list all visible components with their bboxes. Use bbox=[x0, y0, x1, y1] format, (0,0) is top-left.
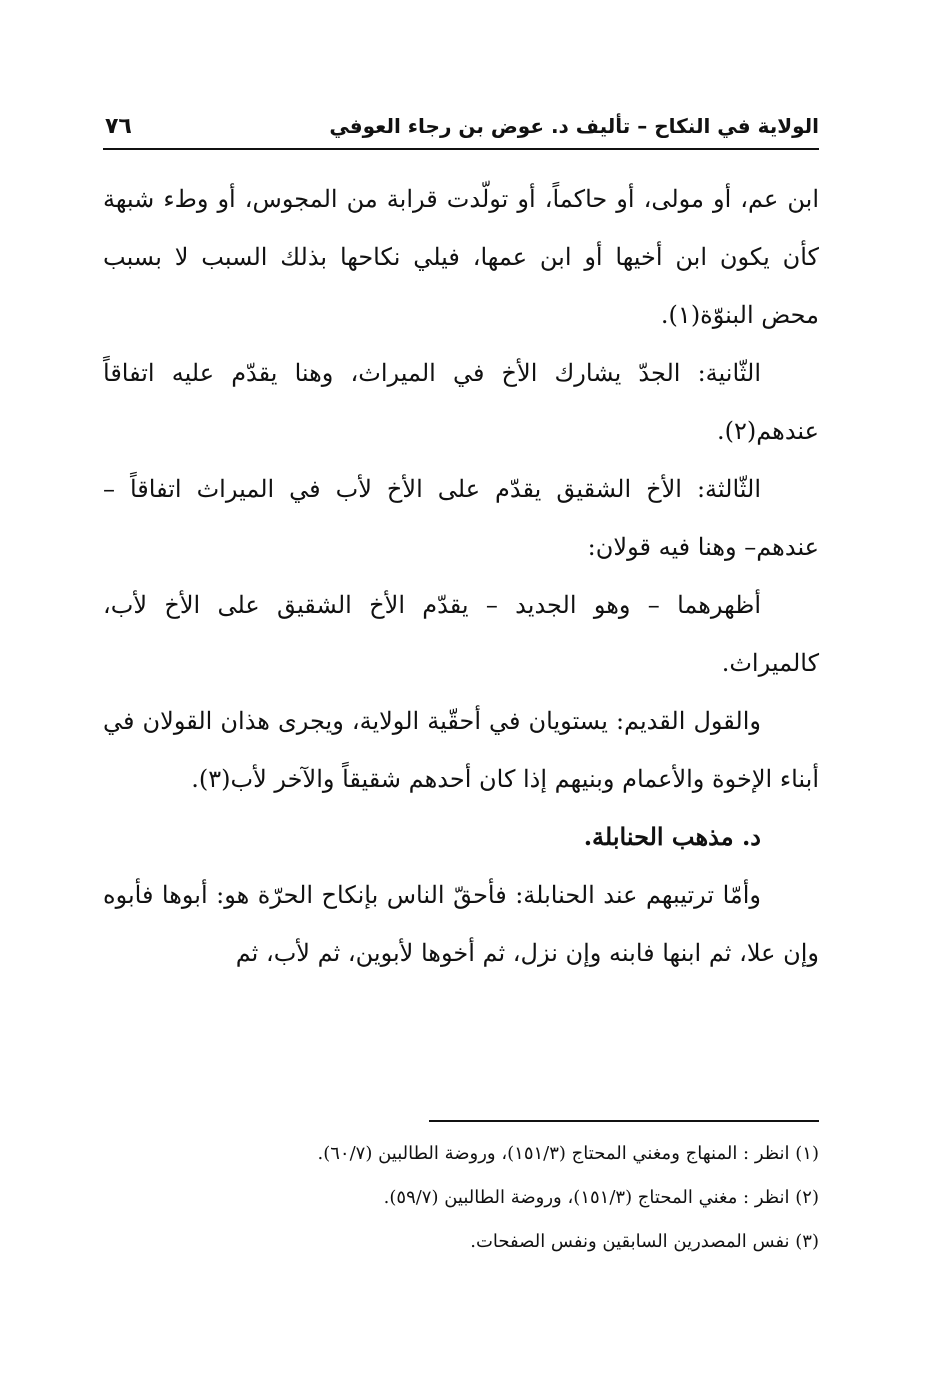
section-heading: د. مذهب الحنابلة. bbox=[583, 822, 761, 851]
footnote-1: (١) انظر : المنهاج ومغني المحتاج (١٥١/٣)، وروضة الطالبين (٦٠/٧). bbox=[317, 1143, 819, 1164]
paragraph-4: أظهرهما – وهو الجديد – يقدّم الأخ الشقيق على الأخ لأب، كالميراث. bbox=[103, 591, 819, 677]
running-header bbox=[103, 112, 819, 150]
paragraph-2: الثّانية: الجدّ يشارك الأخ في الميراث، وهنا يقدّم عليه اتفاقاً عندهم(٢). bbox=[103, 359, 819, 445]
main-text bbox=[103, 170, 819, 982]
paragraph-5: والقول القديم: يستويان في أحقّية الولاية، ويجرى هذان القولان في أبناء الإخوة والأعمام وبنيهم إذا كان أحدهم شقيقاً والآخر لأب(٣). bbox=[103, 707, 819, 793]
paragraph-3: الثّالثة: الأخ الشقيق يقدّم على الأخ لأب في الميراث اتفاقاً –عندهم– وهنا فيه قولان: bbox=[103, 475, 819, 561]
page-number: ٧٦ bbox=[105, 114, 132, 139]
running-title: الولاية في النكاح – تأليف د. عوض بن رجاء العوفي bbox=[329, 114, 819, 138]
footnotes bbox=[150, 1132, 819, 1264]
footnote-3: (٣) نفس المصدرين السابقين ونفس الصفحات. bbox=[470, 1231, 819, 1252]
paragraph-6: وأمّا ترتيبهم عند الحنابلة: فأحقّ الناس بإنكاح الحرّة هو: أبوها فأبوه وإن علا، ثم ابنها فابنه وإن نزل، ثم أخوها لأبوين، ثم لأب، ثم bbox=[103, 881, 819, 967]
paragraph-1: ابن عم، أو مولى، أو حاكماً، أو تولّدت قرابة من المجوس، أو وطء شبهة كأن يكون ابن أخيها أو ابن عمها، فيلي نكاحها بذلك السبب لا بسبب محض البنوّة(١). bbox=[103, 185, 819, 329]
footnote-2: (٢) انظر : مغني المحتاج (١٥١/٣)، وروضة الطالبين (٥٩/٧). bbox=[383, 1187, 819, 1208]
footnote-separator bbox=[429, 1120, 819, 1122]
